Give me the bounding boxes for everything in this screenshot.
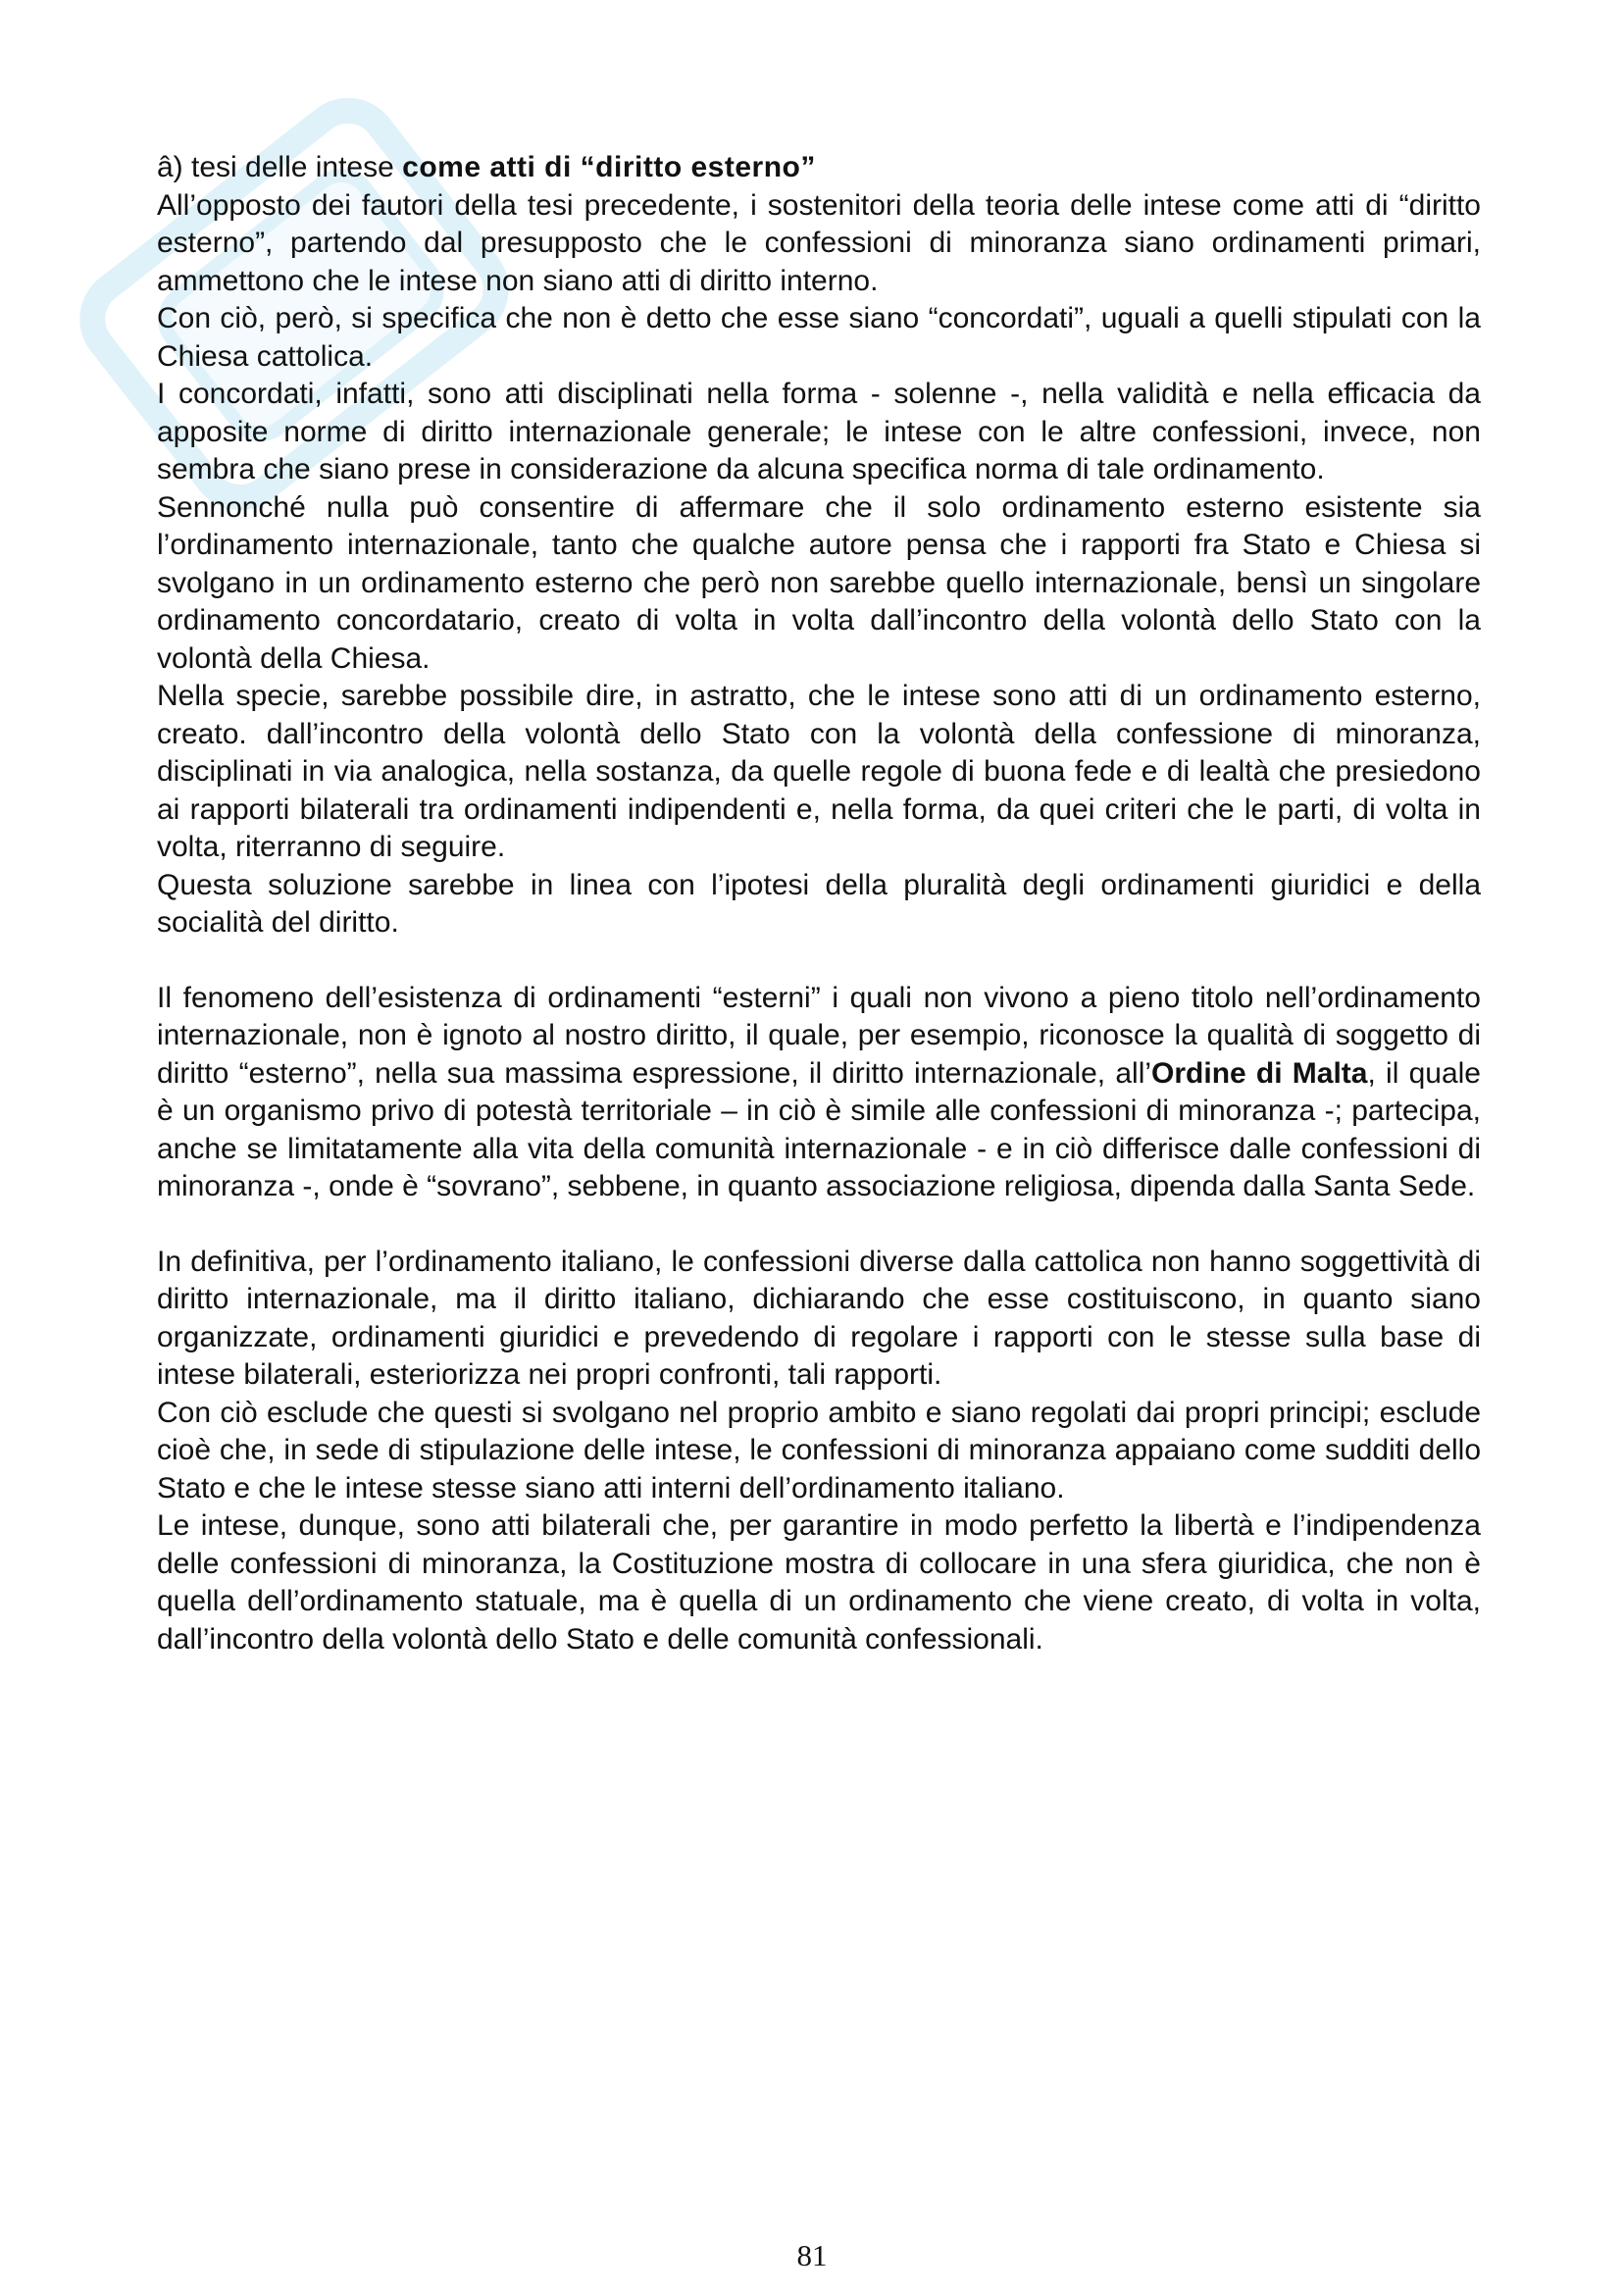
paragraph: All’opposto dei fautori della tesi precedente, i sostenitori della teoria delle intese come atti di “diritto esterno”, partendo dal presupposto che le confessioni di minoranza siano ordinamenti primari, ammettono che le intese non siano atti di diritto interno.: [157, 188, 1481, 297]
paragraph: Sennonché nulla può consentire di affermare che il solo ordinamento esterno esistente sia l’ordinamento internazionale, tanto che qualche autore pensa che i rapporti fra Stato e Chiesa si svolgano in un ordinamento esterno che però non sarebbe quello internazionale, bensì un singolare ordinamento concordatario, creato di volta in volta dall’incontro della volontà dello Stato con la volontà della Chiesa.: [157, 490, 1481, 675]
malta-text-after: , il quale è un organismo privo di potestà territoriale – in ciò è simile alle confessioni di minoranza -; partecipa, anche se limitatamente alla vita della comunità internazionale - e in ciò differisce dalle confessioni di minoranza -, onde è “sovrano”, sebbene, in quanto associazione religiosa, dipenda dalla Santa Sede.: [157, 1056, 1481, 1202]
heading-bold: come atti di “diritto esterno”: [402, 151, 816, 183]
malta-paragraph: [157, 980, 1481, 1206]
paragraph: I concordati, infatti, sono atti disciplinati nella forma - solenne -, nella validità e nella efficacia da apposite norme di diritto internazionale generale; le intese con le altre confessioni, invece, non sembra che siano prese in considerazione da alcuna specifica norma di tale ordinamento.: [157, 378, 1481, 485]
paragraph: In definitiva, per l’ordinamento italiano, le confessioni diverse dalla cattolica non hanno soggettività di diritto internazionale, ma il diritto italiano, dichiarando che esse costituiscono, in quanto siano organizzate, ordinamenti giuridici e prevedendo di regolare i rapporti con le stesse sulla base di intese bilaterali, esteriorizza nei propri confronti, tali rapporti.: [157, 1245, 1481, 1391]
malta-text-before: Il fenomeno dell’esistenza di ordinamenti “esterni” i quali non vivono a pieno titolo nell’ordinamento internazionale, non è ignoto al nostro diritto, il quale, per esempio, riconosce la qualità di soggetto di diritto “esterno”, nella sua massima espressione, il diritto internazionale, all’: [157, 981, 1481, 1090]
heading-prefix: â) tesi delle intese: [157, 151, 403, 183]
document-body: [157, 149, 1481, 1658]
ordine-di-malta-bold: Ordine di Malta: [1151, 1056, 1368, 1090]
paragraph: Le intese, dunque, sono atti bilaterali che, per garantire in modo perfetto la libertà e l’indipendenza delle confessioni di minoranza, la Costituzione mostra di collocare in una sfera giuridica, che non è quella dell’ordinamento statuale, ma è quella di un ordinamento che viene creato, di volta in volta, dall’incontro della volontà dello Stato e delle comunità confessionali.: [157, 1509, 1481, 1656]
paragraph: Con ciò, però, si specifica che non è detto che esse siano “concordati”, uguali a quelli stipulati con la Chiesa cattolica.: [157, 302, 1481, 373]
page-number: 81: [796, 2238, 828, 2272]
paragraph: Con ciò esclude che questi si svolgano nel proprio ambito e siano regolati dai propri principi; esclude cioè che, in sede di stipulazione delle intese, le confessioni di minoranza appaiano come sudditi dello Stato e che le intese stesse siano atti interni dell’ordinamento italiano.: [157, 1396, 1481, 1504]
section-heading: [157, 149, 1481, 187]
paragraph: Questa soluzione sarebbe in linea con l’ipotesi della pluralità degli ordinamenti giuridici e della socialità del diritto.: [157, 868, 1481, 939]
paragraph: Nella specie, sarebbe possibile dire, in astratto, che le intese sono atti di un ordinamento esterno, creato. dall’incontro della volontà dello Stato con la volontà della confessione di minoranza, disciplinati in via analogica, nella sostanza, da quelle regole di buona fede e di lealtà che presiedono ai rapporti bilaterali tra ordinamenti indipendenti e, nella forma, da quei criteri che le parti, di volta in volta, riterranno di seguire.: [157, 680, 1481, 863]
